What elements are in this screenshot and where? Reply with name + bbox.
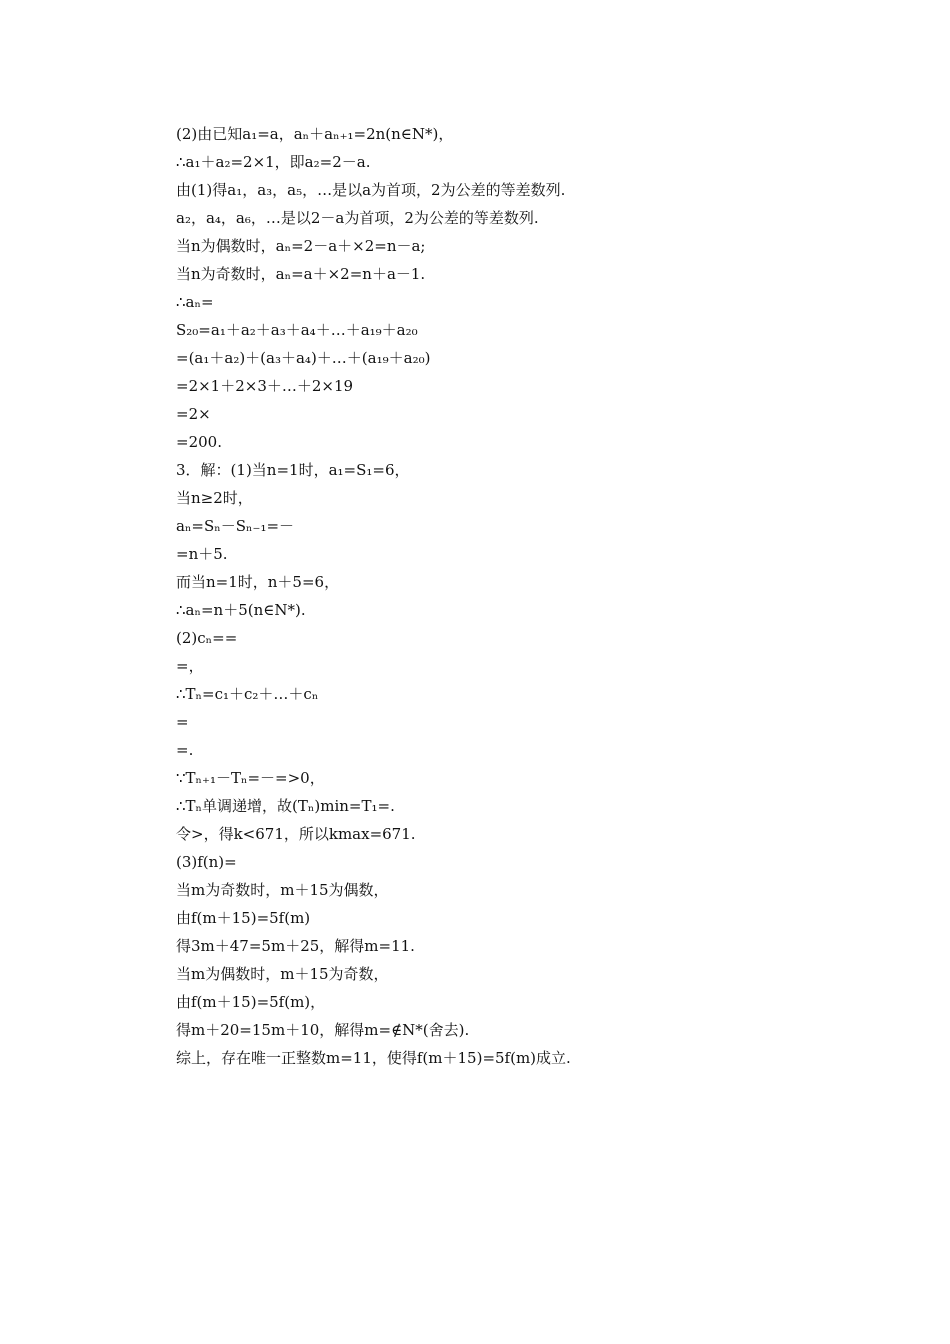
text-line: S₂₀=a₁＋a₂＋a₃＋a₄＋…＋a₁₉＋a₂₀ [176,321,418,339]
text-line: (3)f(n)= [176,853,237,871]
text-line: 当m为奇数时，m＋15为偶数， [176,881,389,899]
text-line: 得m＋20=15m＋10，解得m=∉N*(舍去). [176,1021,470,1039]
text-line: 得3m＋47=5m＋25，解得m=11. [176,937,415,955]
text-line: =2× [176,405,211,423]
text-line: ∴Tₙ=c₁＋c₂＋…＋cₙ [176,685,319,703]
text-line: = [176,713,189,731]
text-line: 综上，存在唯一正整数m=11，使得f(m＋15)=5f(m)成立. [176,1049,571,1067]
text-line: (2)由已知a₁=a，aₙ＋aₙ₊₁=2n(n∈N*)， [176,125,454,143]
text-line: 由f(m＋15)=5f(m) [176,909,311,927]
text-line: (2)cₙ== [176,629,238,647]
text-line: 当n≥2时， [176,489,253,507]
text-line: =n＋5. [176,545,228,563]
text-line: ∴aₙ=n＋5(n∈N*). [176,601,306,619]
text-line: a₂，a₄，a₆，…是以2－a为首项，2为公差的等差数列. [176,209,539,227]
text-line: ∴Tₙ单调递增，故(Tₙ)min=T₁=. [176,797,395,815]
text-line: =2×1＋2×3＋…＋2×19 [176,377,354,395]
text-line: ∴aₙ= [176,293,214,311]
text-line: 由(1)得a₁，a₃，a₅，…是以a为首项，2为公差的等差数列. [176,181,566,199]
text-line: 当m为偶数时，m＋15为奇数， [176,965,389,983]
text-line: 当n为偶数时，aₙ=2－a＋×2=n－a; [176,237,426,255]
text-line: =(a₁＋a₂)＋(a₃＋a₄)＋…＋(a₁₉＋a₂₀) [176,349,431,367]
text-line: =. [176,741,194,759]
text-line: 令>，得k<671，所以kmax=671. [176,825,416,843]
text-line: 而当n=1时，n＋5=6， [176,573,340,591]
text-line: 当n为奇数时，aₙ=a＋×2=n＋a－1. [176,265,426,283]
text-line: ∵Tₙ₊₁－Tₙ=－=>0， [176,769,325,787]
text-line: aₙ=Sₙ－Sₙ₋₁=－ [176,517,295,535]
text-line: 3．解：(1)当n=1时，a₁=S₁=6， [176,461,410,479]
text-line: =， [176,657,204,675]
solution-text-block [176,120,876,1072]
text-line: 由f(m＋15)=5f(m)， [176,993,326,1011]
text-line: =200. [176,433,222,451]
text-line: ∴a₁＋a₂=2×1，即a₂=2－a. [176,153,371,171]
